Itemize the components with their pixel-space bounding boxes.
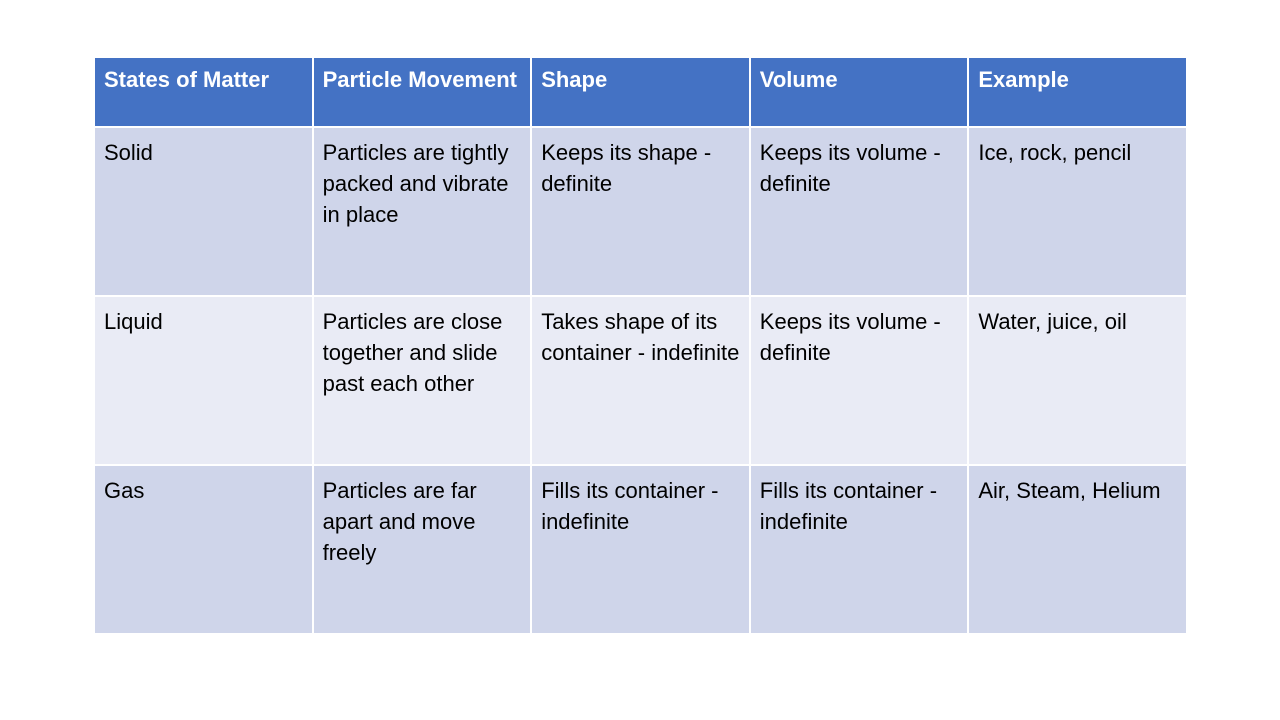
table-row-gas <box>94 465 1187 634</box>
header-example: Example <box>968 57 1187 127</box>
table-cell: Solid <box>94 127 313 296</box>
table-row-solid <box>94 127 1187 296</box>
table-cell: Fills its container - indefinite <box>750 465 969 634</box>
table-cell: Particles are far apart and move freely <box>313 465 532 634</box>
table-cell: Water, juice, oil <box>968 296 1187 465</box>
table-cell: Takes shape of its container - indefinite <box>531 296 750 465</box>
table-cell: Keeps its shape - definite <box>531 127 750 296</box>
table-cell: Fills its container - indefinite <box>531 465 750 634</box>
table-cell: Air, Steam, Helium <box>968 465 1187 634</box>
header-states-of-matter: States of Matter <box>94 57 313 127</box>
header-volume: Volume <box>750 57 969 127</box>
table-cell: Keeps its volume - definite <box>750 127 969 296</box>
header-shape: Shape <box>531 57 750 127</box>
table-cell: Liquid <box>94 296 313 465</box>
table-row-liquid <box>94 296 1187 465</box>
table-cell: Particles are tightly packed and vibrate in place <box>313 127 532 296</box>
table-cell: Keeps its volume - definite <box>750 296 969 465</box>
table-cell: Particles are close together and slide past each other <box>313 296 532 465</box>
states-of-matter-table <box>93 56 1188 635</box>
table-header-row <box>94 57 1187 127</box>
table-cell: Gas <box>94 465 313 634</box>
table-cell: Ice, rock, pencil <box>968 127 1187 296</box>
header-particle-movement: Particle Movement <box>313 57 532 127</box>
